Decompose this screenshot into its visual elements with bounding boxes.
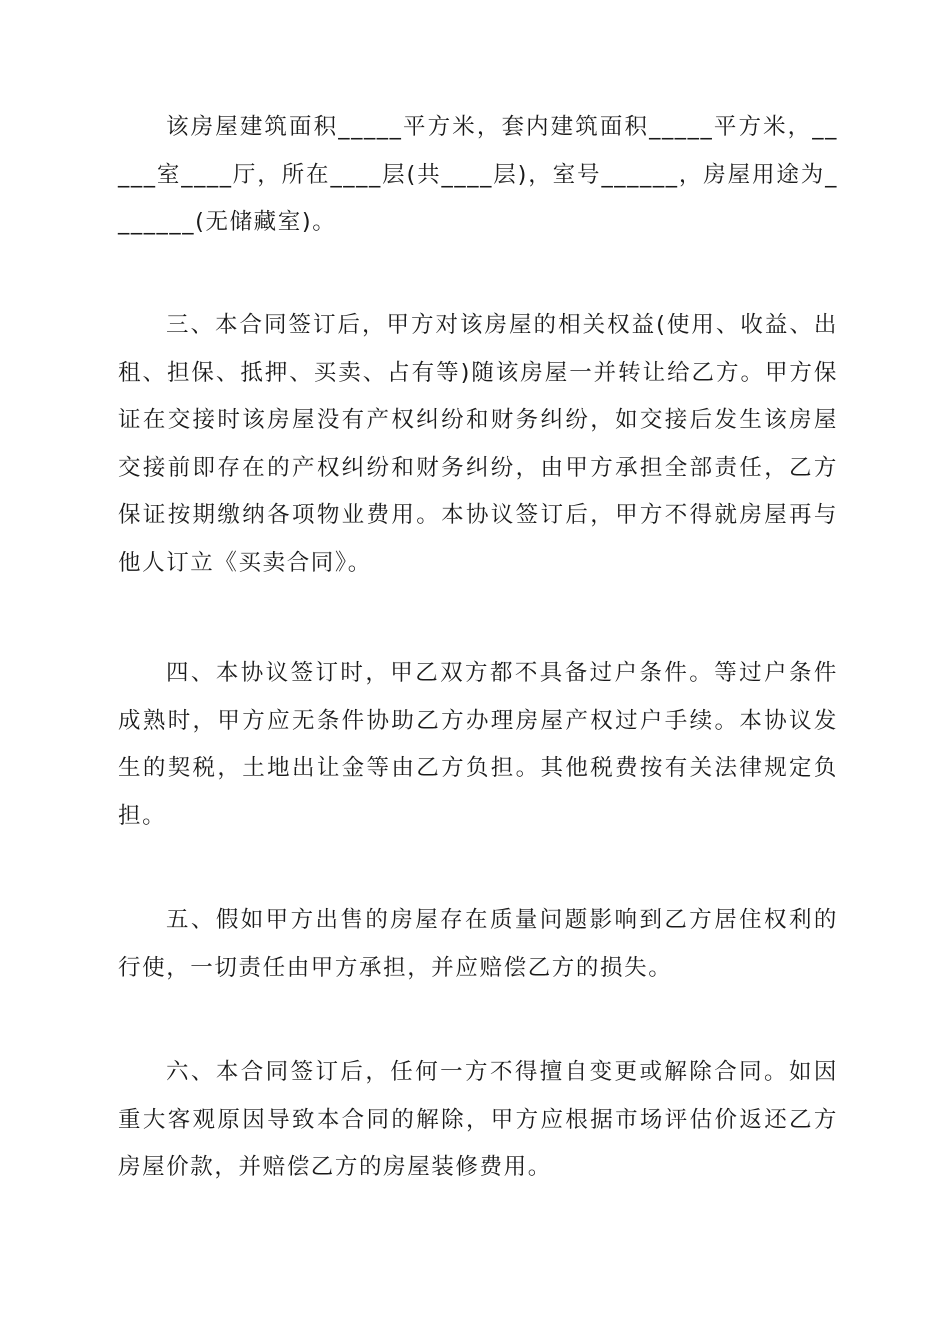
paragraph-clause-three: 三、本合同签订后，甲方对该房屋的相关权益(使用、收益、出租、担保、抵押、买卖、占有等)随该房屋一并转让给乙方。甲方保证在交接时该房屋没有产权纠纷和财务纠纷，如交接后发生该房屋交接前即存在的产权纠纷和财务纠纷，由甲方承担全部责任，乙方保证按期缴纳各项物业费用。本协议签订后，甲方不得就房屋再与他人订立《买卖合同》。 xyxy=(118,312,838,576)
paragraph-clause-six: 六、本合同签订后，任何一方不得擅自变更或解除合同。如因重大客观原因导致本合同的解除，甲方应根据市场评估价返还乙方房屋价款，并赔偿乙方的房屋装修费用。 xyxy=(118,1059,838,1180)
paragraph-property-details: 该房屋建筑面积_____平方米，套内建筑面积_____平方米，_____室____厅，所在____层(共____层)，室号______，房屋用途为_______(无储藏室)。 xyxy=(118,114,838,235)
paragraph-clause-five: 五、假如甲方出售的房屋存在质量问题影响到乙方居住权利的行使，一切责任由甲方承担，并应赔偿乙方的损失。 xyxy=(118,907,838,981)
paragraph-clause-four: 四、本协议签订时，甲乙双方都不具备过户条件。等过户条件成熟时，甲方应无条件协助乙方办理房屋产权过户手续。本协议发生的契税，土地出让金等由乙方负担。其他税费按有关法律规定负担。 xyxy=(118,660,838,829)
